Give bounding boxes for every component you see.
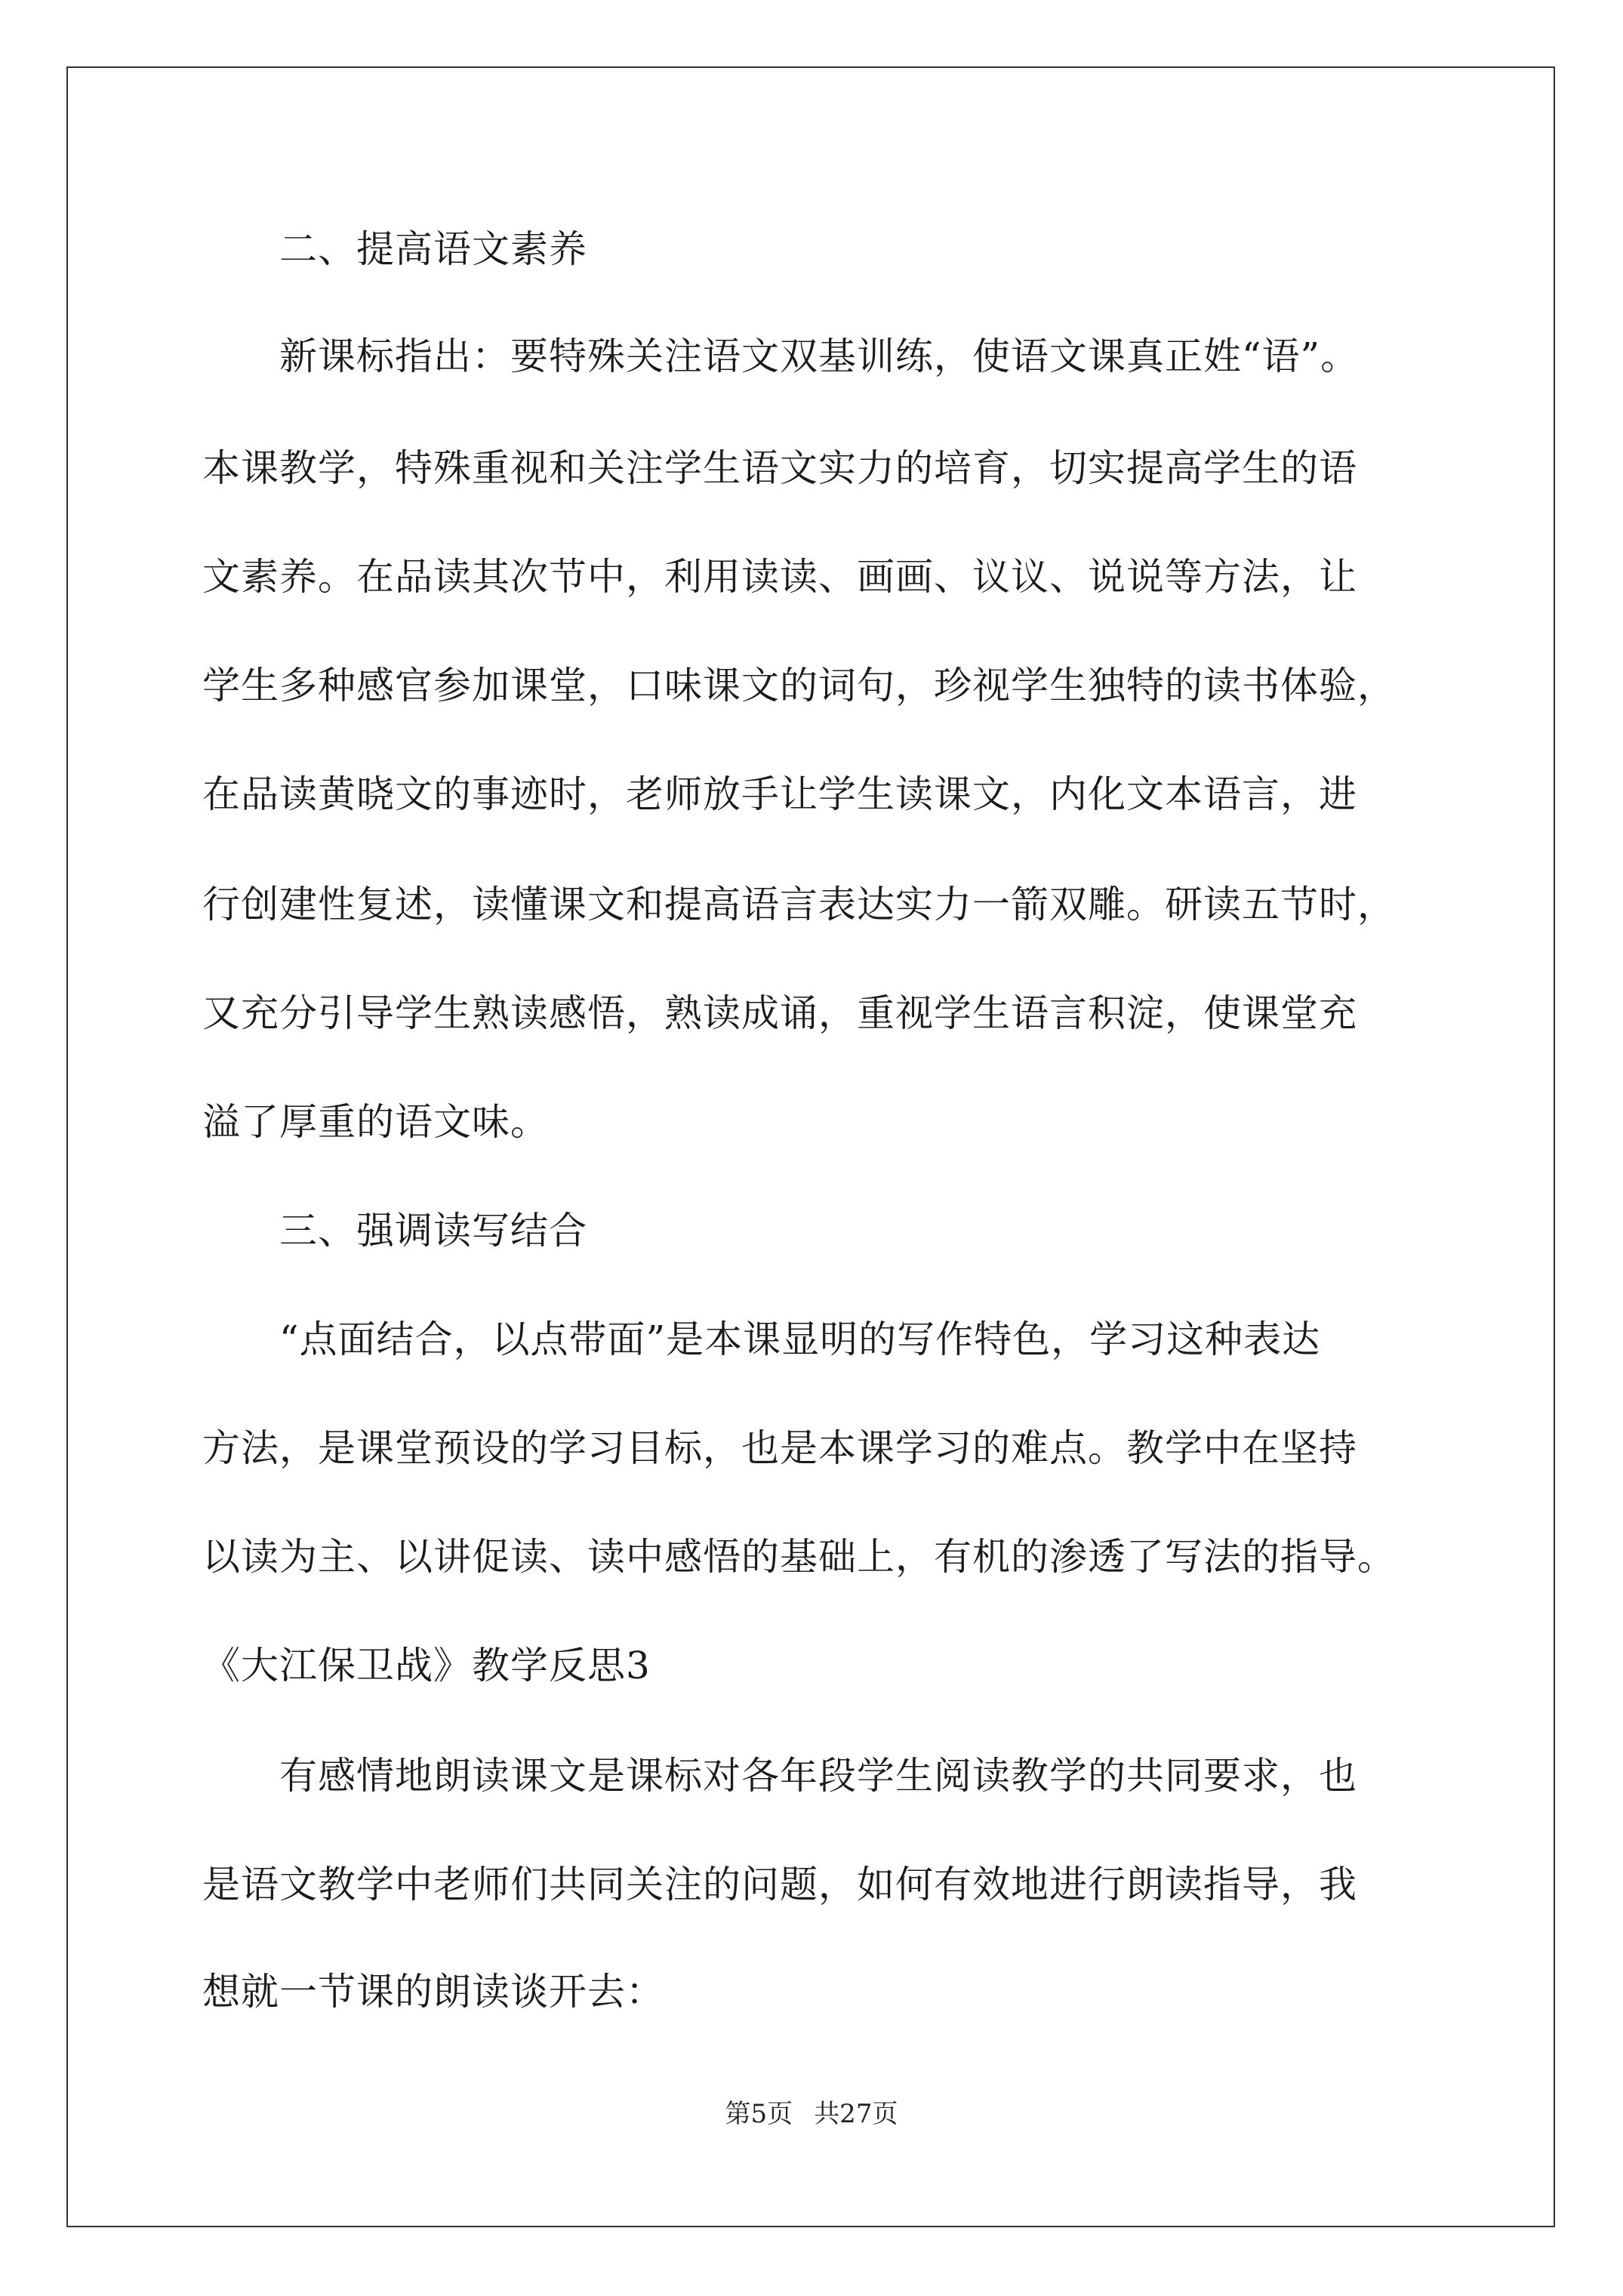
paragraph-line: 又充分引导学生熟读感悟，熟读成诵，重视学生语言积淀，使课堂充: [202, 991, 1357, 1035]
paragraph-line: “点面结合，以点带面”是本课显明的写作特色，学习这种表达: [279, 1318, 1321, 1361]
page-footer: [0, 2099, 1623, 2129]
paragraph-line: 在品读黄晓文的事迹时，老师放手让学生读课文，内化文本语言，进: [202, 772, 1357, 816]
page-total: 共27页: [814, 2099, 898, 2129]
page-number: 第5页: [725, 2099, 793, 2129]
paragraph-line: 以读为主、以讲促读、读中感悟的基础上，有机的渗透了写法的指导。: [202, 1535, 1396, 1579]
paragraph-line: 方法，是课堂预设的学习目标，也是本课学习的难点。教学中在坚持: [202, 1426, 1357, 1470]
paragraph-line: 本课教学，特殊重视和关注学生语文实力的培育，切实提高学生的语: [202, 446, 1357, 490]
paragraph-line: 新课标指出：要特殊关注语文双基训练，使语文课真正姓“语”。: [279, 334, 1360, 378]
paragraph-line: 想就一节课的朗读谈开去：: [202, 1970, 664, 2014]
section-heading-3: 三、强调读写结合: [279, 1209, 587, 1253]
paragraph-line: 文素养。在品读其次节中，利用读读、画画、议议、说说等方法，让: [202, 555, 1357, 599]
paragraph-line: 溢了厚重的语文味。: [202, 1100, 549, 1144]
paragraph-line: 有感情地朗读课文是课标对各年段学生阅读教学的共同要求，也: [279, 1754, 1357, 1798]
paragraph-line: 学生多种感官参加课堂，口味课文的词句，珍视学生独特的读书体验，: [202, 664, 1396, 707]
section-heading-2: 二、提高语文素养: [279, 227, 587, 271]
paragraph-line: 是语文教学中老师们共同关注的问题，如何有效地进行朗读指导，我: [202, 1863, 1357, 1906]
paragraph-line: 行创建性复述，读懂课文和提高语言表达实力一箭双雕。研读五节时，: [202, 883, 1396, 926]
article-title: 《大江保卫战》教学反思3: [202, 1644, 651, 1687]
